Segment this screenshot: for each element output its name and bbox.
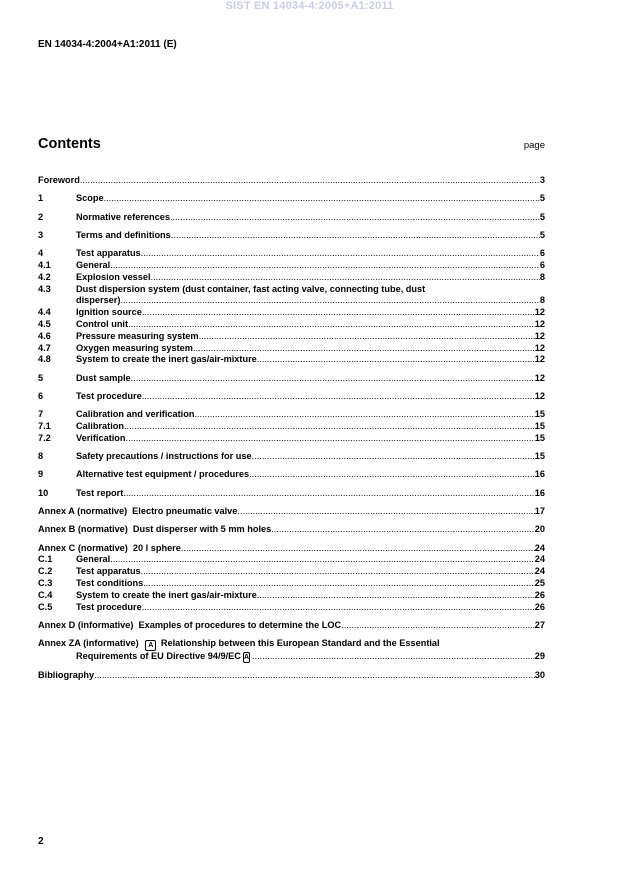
- toc-entry-title: System to create the inert gas/air-mixture: [76, 354, 257, 365]
- toc-entry-7[interactable]: [38, 409, 545, 421]
- toc-entry-title: Scope: [76, 193, 104, 204]
- toc-entry-title: General: [76, 554, 111, 565]
- toc-entry-page: 24: [534, 542, 545, 553]
- toc-entry-number: 7.2: [38, 432, 51, 443]
- toc-entry-annex-b[interactable]: [38, 524, 545, 536]
- toc-entry-title: Test apparatus: [76, 566, 141, 577]
- dot-leader: [257, 590, 535, 602]
- toc-entry-title: Dust sample: [76, 372, 131, 383]
- dot-leader: [126, 433, 535, 445]
- toc-entry-number: Annex C (normative): [38, 542, 128, 553]
- toc-entry-number: 4.7: [38, 342, 51, 353]
- toc-entry-c-3[interactable]: [38, 578, 545, 590]
- toc-entry-title: General: [76, 259, 111, 270]
- toc-entry-page: 27: [534, 619, 545, 630]
- toc-entry-title: Dust disperser with 5 mm holes: [132, 524, 272, 535]
- toc-entry-title: System to create the inert gas/air-mixture: [76, 589, 257, 600]
- dot-leader: [110, 260, 540, 272]
- toc-entry-title: Oxygen measuring system: [76, 342, 193, 353]
- dot-leader: [171, 230, 540, 242]
- toc-entry-title: Ignition source: [76, 307, 142, 318]
- footer-page-number: 2: [38, 836, 44, 847]
- toc-entry-4-7[interactable]: [38, 343, 545, 355]
- dot-leader: [341, 620, 535, 632]
- toc-entry-number: 4.5: [38, 318, 51, 329]
- toc-entry-number: 6: [38, 390, 44, 401]
- dot-leader: [128, 319, 535, 331]
- toc-entry-number: 9: [38, 469, 44, 480]
- toc-entry-title: Test apparatus: [76, 248, 141, 259]
- toc-entry-9[interactable]: [38, 469, 545, 481]
- toc-entry-8[interactable]: [38, 451, 545, 463]
- dot-leader: [257, 354, 535, 366]
- toc-entry-4-3[interactable]: [38, 284, 545, 308]
- toc-entry-page: 12: [534, 307, 545, 318]
- toc-entry-page: 6: [539, 259, 545, 270]
- document-id: EN 14034-4:2004+A1:2011 (E): [38, 39, 177, 50]
- toc-entry-4-5[interactable]: [38, 319, 545, 331]
- toc-entry-6[interactable]: [38, 391, 545, 403]
- toc-entry-title: Foreword: [38, 175, 80, 185]
- toc-entry-c-2[interactable]: [38, 566, 545, 578]
- toc-entry-page: 5: [539, 193, 545, 204]
- table-of-contents: [38, 175, 545, 681]
- toc-entry-number: C.3: [38, 578, 53, 589]
- toc-entry-page: 12: [534, 354, 545, 365]
- toc-entry-c-4[interactable]: [38, 590, 545, 602]
- dot-leader: [142, 602, 535, 614]
- toc-entry-number: C.1: [38, 554, 53, 565]
- toc-entry-annex-c[interactable]: [38, 543, 545, 555]
- toc-entry-title-line2: Requirements of EU Directive 94/9/EC: [76, 651, 241, 662]
- toc-entry-number: 8: [38, 451, 44, 462]
- toc-entry-7-2[interactable]: [38, 433, 545, 445]
- dot-leader: [104, 193, 540, 205]
- toc-entry-page: 15: [534, 432, 545, 443]
- toc-entry-page: 12: [534, 372, 545, 383]
- toc-entry-4-4[interactable]: [38, 307, 545, 319]
- dot-leader: [143, 578, 535, 590]
- dot-leader: [120, 295, 539, 307]
- toc-entry-page: 26: [534, 589, 545, 600]
- dot-leader: [252, 651, 535, 663]
- toc-entry-title: Pressure measuring system: [76, 330, 199, 341]
- toc-entry-page: 12: [534, 318, 545, 329]
- toc-entry-bibliography[interactable]: [38, 670, 545, 682]
- toc-entry-number: C.2: [38, 566, 53, 577]
- toc-entry-3[interactable]: [38, 230, 545, 242]
- toc-entry-number: C.5: [38, 601, 53, 612]
- toc-entry-number: Annex A (normative): [38, 506, 128, 517]
- toc-entry-7-1[interactable]: [38, 421, 545, 433]
- dot-leader: [170, 212, 540, 224]
- toc-entry-page: 20: [534, 524, 545, 535]
- toc-entry-page: 5: [539, 229, 545, 240]
- toc-entry-page: 5: [539, 211, 545, 222]
- toc-entry-title: Normative references: [76, 211, 170, 222]
- toc-entry-title: Calibration and verification: [76, 409, 195, 420]
- toc-entry-page: 24: [534, 554, 545, 565]
- toc-entry-annex-a[interactable]: [38, 506, 545, 518]
- toc-entry-c-1[interactable]: [38, 554, 545, 566]
- toc-entry-number: 1: [38, 193, 44, 204]
- toc-entry-title: Test report: [76, 487, 124, 498]
- toc-entry-number: Annex D (informative): [38, 619, 134, 630]
- toc-entry-number: 4.8: [38, 354, 51, 365]
- toc-entry-number: Annex ZA (informative): [38, 638, 139, 649]
- dot-leader: [142, 391, 535, 403]
- dot-leader: [199, 331, 535, 343]
- toc-entry-page: 17: [534, 506, 545, 517]
- dot-leader: [194, 409, 534, 421]
- toc-entry-number: 4.4: [38, 307, 51, 318]
- toc-entry-page: 26: [534, 601, 545, 612]
- amendment-end-marker: A: [243, 654, 249, 661]
- dot-leader: [151, 272, 540, 284]
- toc-entry-4-1[interactable]: [38, 260, 545, 272]
- toc-entry-title: Calibration: [76, 421, 124, 432]
- toc-entry-page: 24: [534, 566, 545, 577]
- toc-entry-number: C.4: [38, 589, 53, 600]
- toc-entry-4-8[interactable]: [38, 354, 545, 366]
- toc-entry-title: Safety precautions / instructions for use: [76, 451, 252, 462]
- toc-entry-5[interactable]: [38, 373, 545, 385]
- toc-entry-number: 5: [38, 372, 44, 383]
- toc-entry-title-line2: disperser): [76, 295, 121, 306]
- toc-entry-number: 3: [38, 229, 44, 240]
- toc-entry-title: 20 l sphere: [132, 542, 181, 553]
- dot-leader: [249, 469, 535, 481]
- dot-leader: [124, 421, 535, 433]
- toc-entry-4-6[interactable]: [38, 331, 545, 343]
- toc-entry-1[interactable]: [38, 193, 545, 205]
- toc-entry-10[interactable]: [38, 488, 545, 500]
- dot-leader: [131, 373, 535, 385]
- toc-entry-page: 15: [534, 421, 545, 432]
- toc-entry-page: 12: [534, 330, 545, 341]
- toc-entry-annex-za[interactable]: [38, 638, 545, 663]
- toc-entry-number: 7.1: [38, 421, 51, 432]
- watermark: SIST EN 14034-4:2005+A1:2011: [225, 0, 394, 12]
- dot-leader: [94, 670, 535, 682]
- toc-entry-title-line1: Dust dispersion system (dust container, fast acting valve, connecting tube, dust: [76, 283, 426, 294]
- dot-leader: [237, 506, 534, 518]
- toc-entry-page: 6: [539, 248, 545, 259]
- toc-entry-4[interactable]: [38, 248, 545, 260]
- toc-entry-page: 12: [534, 390, 545, 401]
- toc-entry-page: 16: [534, 469, 545, 480]
- toc-entry-page: 25: [534, 578, 545, 589]
- toc-entry-page: 8: [539, 271, 545, 282]
- toc-entry-number: 4.6: [38, 330, 51, 341]
- toc-entry-title: Bibliography: [38, 669, 95, 680]
- toc-entry-page: 16: [534, 487, 545, 498]
- toc-entry-number: Annex B (normative): [38, 524, 128, 535]
- dot-leader: [142, 307, 535, 319]
- dot-leader: [141, 248, 540, 260]
- dot-leader: [193, 343, 535, 355]
- toc-entry-title: Test procedure: [76, 601, 142, 612]
- toc-entry-c-5[interactable]: [38, 602, 545, 614]
- toc-entry-title: Explosion vessel: [76, 271, 151, 282]
- toc-entry-title: Verification: [76, 432, 126, 443]
- toc-entry-number: 7: [38, 409, 44, 420]
- toc-entry-number: 4.2: [38, 271, 51, 282]
- dot-leader: [181, 543, 535, 555]
- toc-entry-number: 2: [38, 211, 44, 222]
- toc-entry-title: Test conditions: [76, 578, 144, 589]
- toc-entry-number: 10: [38, 487, 49, 498]
- toc-entry-title: Control unit: [76, 318, 129, 329]
- toc-entry-page: 15: [534, 409, 545, 420]
- toc-entry-title: Electro pneumatic valve: [132, 506, 238, 517]
- toc-entry-title: Examples of procedures to determine the LOC: [138, 619, 342, 630]
- dot-leader: [271, 524, 535, 536]
- toc-entry-title: Test procedure: [76, 390, 142, 401]
- dot-leader: [110, 554, 535, 566]
- toc-entry-page: 3: [539, 175, 545, 185]
- toc-entry-page: 30: [534, 669, 545, 680]
- toc-entry-4-2[interactable]: [38, 272, 545, 284]
- toc-entry-page: 8: [539, 295, 545, 306]
- dot-leader: [80, 175, 540, 187]
- toc-entry-page: 29: [534, 651, 545, 662]
- toc-entry-number: 4.1: [38, 259, 51, 270]
- page-column-label: page: [523, 140, 545, 151]
- dot-leader: [252, 451, 535, 463]
- toc-entry-foreword[interactable]: [38, 175, 545, 187]
- toc-entry-number: 4.3: [38, 283, 51, 294]
- page-title: Contents: [38, 136, 101, 152]
- toc-entry-title: Terms and definitions: [76, 229, 171, 240]
- dot-leader: [123, 488, 534, 500]
- toc-entry-page: 15: [534, 451, 545, 462]
- toc-entry-number: 4: [38, 248, 44, 259]
- toc-entry-page: 12: [534, 342, 545, 353]
- toc-entry-title: Alternative test equipment / procedures: [76, 469, 250, 480]
- toc-entry-2[interactable]: [38, 212, 545, 224]
- dot-leader: [141, 566, 535, 578]
- amendment-start-marker: A: [145, 640, 156, 651]
- toc-entry-title-line1: Relationship between this European Standard and the Essential: [160, 638, 440, 649]
- toc-entry-annex-d[interactable]: [38, 620, 545, 632]
